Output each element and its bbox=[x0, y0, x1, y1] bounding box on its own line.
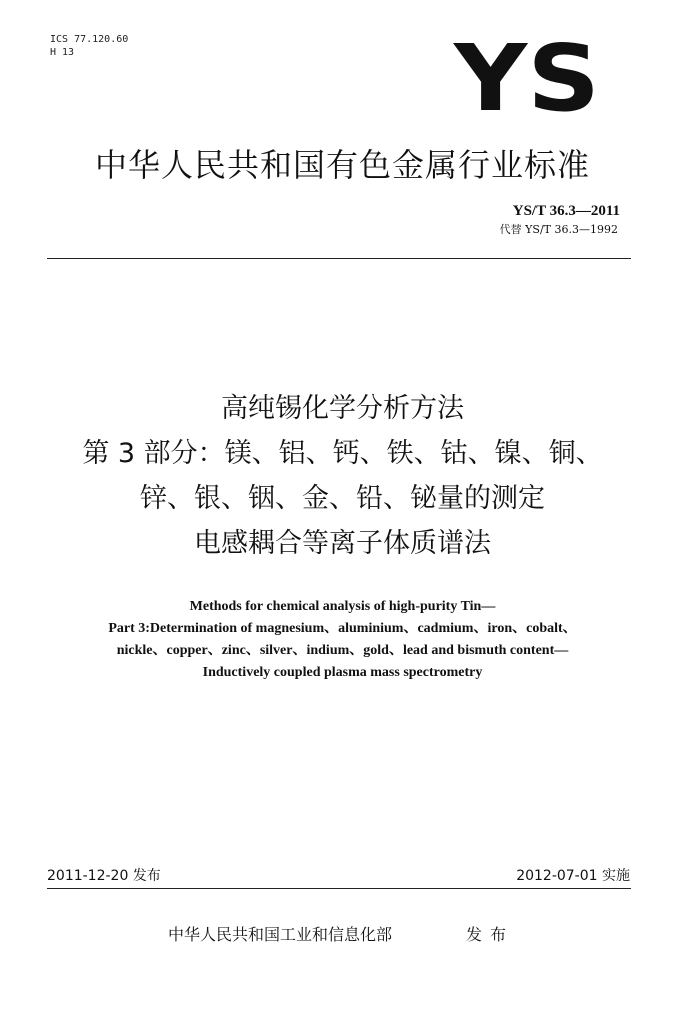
standard-number: YS/T 36.3—2011 bbox=[512, 203, 620, 219]
ys-logo-text: YS bbox=[452, 34, 600, 116]
ccs-code: H 13 bbox=[50, 47, 75, 58]
standard-category-title: 中华人民共和国有色金属行业标准 bbox=[94, 146, 590, 184]
ics-code: ICS 77.120.60 bbox=[50, 34, 129, 45]
chinese-title-line-1: 高纯锡化学分析方法 bbox=[221, 393, 464, 424]
chinese-title bbox=[0, 386, 685, 566]
bottom-rule bbox=[47, 888, 631, 889]
publisher-name: 中华人民共和国工业和信息化部 bbox=[168, 925, 393, 944]
replaces-standard: 代替 YS/T 36.3—1992 bbox=[499, 223, 618, 236]
english-title bbox=[0, 596, 685, 684]
issue-date: 2011-12-20 发布 bbox=[47, 868, 161, 884]
english-title-line-2: Part 3:Determination of magnesium、aluminium、cadmium、iron、cobalt、 bbox=[108, 621, 577, 636]
top-rule bbox=[47, 258, 631, 259]
chinese-title-line-3: 锌、银、铟、金、铅、铋量的测定 bbox=[140, 483, 545, 514]
ys-logo bbox=[452, 34, 602, 116]
english-title-line-3: nickle、copper、zinc、silver、indium、gold、lead and bismuth content— bbox=[116, 643, 569, 658]
implementation-date: 2012-07-01 实施 bbox=[516, 868, 630, 884]
classification-codes bbox=[50, 33, 128, 59]
publish-label: 发布 bbox=[466, 925, 515, 944]
chinese-title-line-2: 第 3 部分：镁、铝、钙、铁、钴、镍、铜、 bbox=[82, 438, 603, 469]
english-title-line-4: Inductively coupled plasma mass spectrometry bbox=[202, 665, 483, 680]
chinese-title-line-4: 电感耦合等离子体质谱法 bbox=[194, 528, 491, 559]
english-title-line-1: Methods for chemical analysis of high-purity Tin— bbox=[189, 599, 496, 614]
